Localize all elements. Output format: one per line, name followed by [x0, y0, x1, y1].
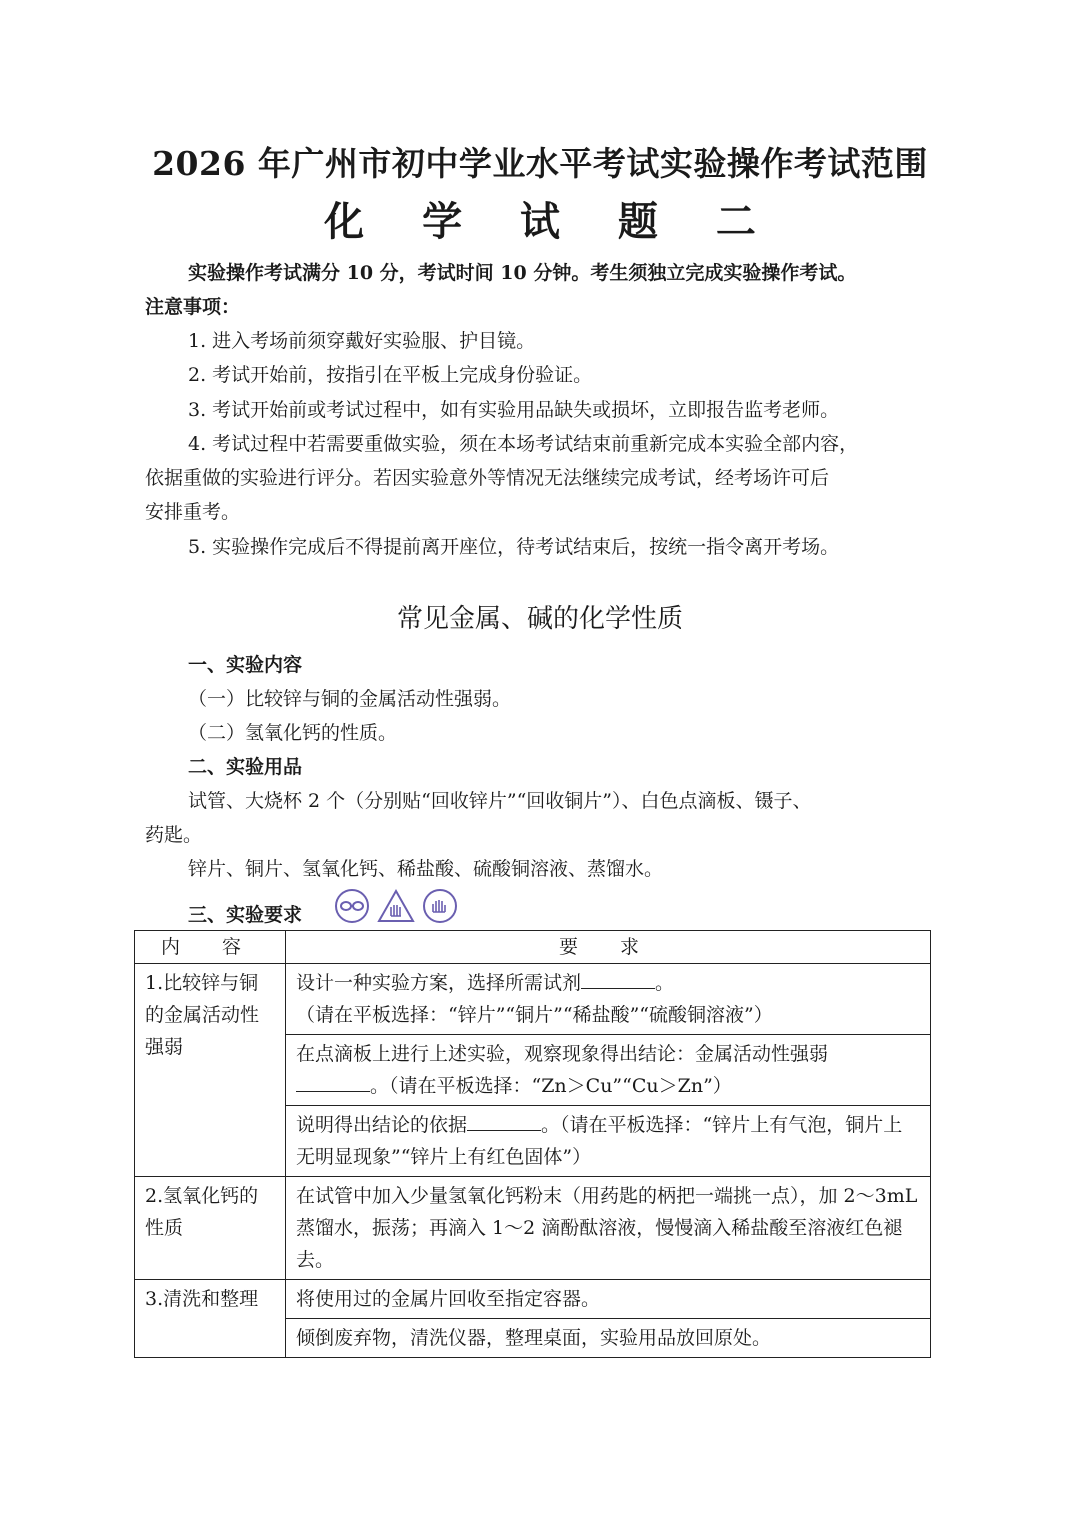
notes-title: 注意事项：	[145, 296, 241, 318]
content-heading: 一、实验内容	[188, 654, 303, 676]
materials-heading: 二、实验用品	[188, 756, 303, 778]
table-header: 要 求	[286, 931, 931, 964]
answer-blank	[296, 1071, 370, 1092]
content-item: （二）氢氧化钙的性质。	[188, 722, 398, 744]
note-item: 4. 考试过程中若需要重做实验，须在本场考试结束前重新完成本实验全部内容，	[188, 433, 859, 455]
table-header-row	[135, 931, 931, 964]
materials-line: 锌片、铜片、氢氧化钙、稀盐酸、硫酸铜溶液、蒸馏水。	[188, 858, 664, 880]
table-cell-requirement: 说明得出结论的依据 。（请在平板选择：“锌片上有气泡，铜片上无明显现象”“锌片上有红色固体”）	[286, 1106, 931, 1177]
note-item: 2. 考试开始前，按指引在平板上完成身份验证。	[188, 364, 593, 386]
note-item: 3. 考试开始前或考试过程中，如有实验用品缺失或损坏，立即报告监考老师。	[188, 399, 840, 421]
section-title: 常见金属、碱的化学性质	[396, 604, 683, 634]
table-cell-content: 3.清洗和整理	[135, 1280, 286, 1358]
materials-line: 试管、大烧杯 2 个（分别贴“回收锌片”“回收铜片”）、白色点滴板、镊子、	[188, 790, 812, 812]
hand-wash-icon	[420, 888, 460, 924]
table-cell-requirement: 在试管中加入少量氢氧化钙粉末（用药匙的柄把一端挑一点），加 2～3mL 蒸馏水，振荡；再滴入 1～2 滴酚酞溶液，慢慢滴入稀盐酸至溶液红色褪去。	[286, 1177, 931, 1280]
gloves-hand-icon	[376, 888, 416, 924]
page-subtitle: 化 学 试 题 二	[324, 198, 778, 245]
table-header: 内 容	[135, 931, 286, 964]
table-row	[135, 964, 931, 1035]
table-cell-content: 2.氢氧化钙的性质	[135, 1177, 286, 1280]
answer-blank	[467, 1110, 541, 1131]
answer-blank	[581, 968, 655, 989]
safety-icons	[332, 888, 460, 924]
table-cell-requirement: 倾倒废弃物，清洗仪器，整理桌面，实验用品放回原处。	[286, 1319, 931, 1358]
table-cell-content: 1.比较锌与铜的金属活动性强弱	[135, 964, 286, 1177]
materials-line-continued: 药匙。	[145, 824, 203, 846]
requirements-heading: 三、实验要求	[188, 904, 303, 926]
table-cell-requirement: 将使用过的金属片回收至指定容器。	[286, 1280, 931, 1319]
page-title: 2026 年广州市初中学业水平考试实验操作考试范围	[152, 144, 928, 183]
note-item: 5. 实验操作完成后不得提前离开座位，待考试结束后，按统一指令离开考场。	[188, 536, 840, 558]
goggles-icon	[332, 888, 372, 924]
intro-text: 实验操作考试满分 10 分，考试时间 10 分钟。考生须独立完成实验操作考试。	[188, 262, 857, 284]
note-item-continued: 安排重考。	[145, 501, 241, 523]
table-cell-requirement: 设计一种实验方案，选择所需试剂 。 （请在平板选择：“锌片”“铜片”“稀盐酸”“硫酸铜溶液”）	[286, 964, 931, 1035]
note-item-continued: 依据重做的实验进行评分。若因实验意外等情况无法继续完成考试，经考场许可后	[145, 467, 830, 489]
table-cell-requirement: 在点滴板上进行上述实验，观察现象得出结论：金属活动性强弱 。（请在平板选择：“Zn＞Cu”“Cu＞Zn”）	[286, 1035, 931, 1106]
requirements-table	[134, 930, 931, 1358]
note-item: 1. 进入考场前须穿戴好实验服、护目镜。	[188, 330, 536, 352]
table-row	[135, 1177, 931, 1280]
content-item: （一）比较锌与铜的金属活动性强弱。	[188, 688, 512, 710]
table-row	[135, 1280, 931, 1319]
